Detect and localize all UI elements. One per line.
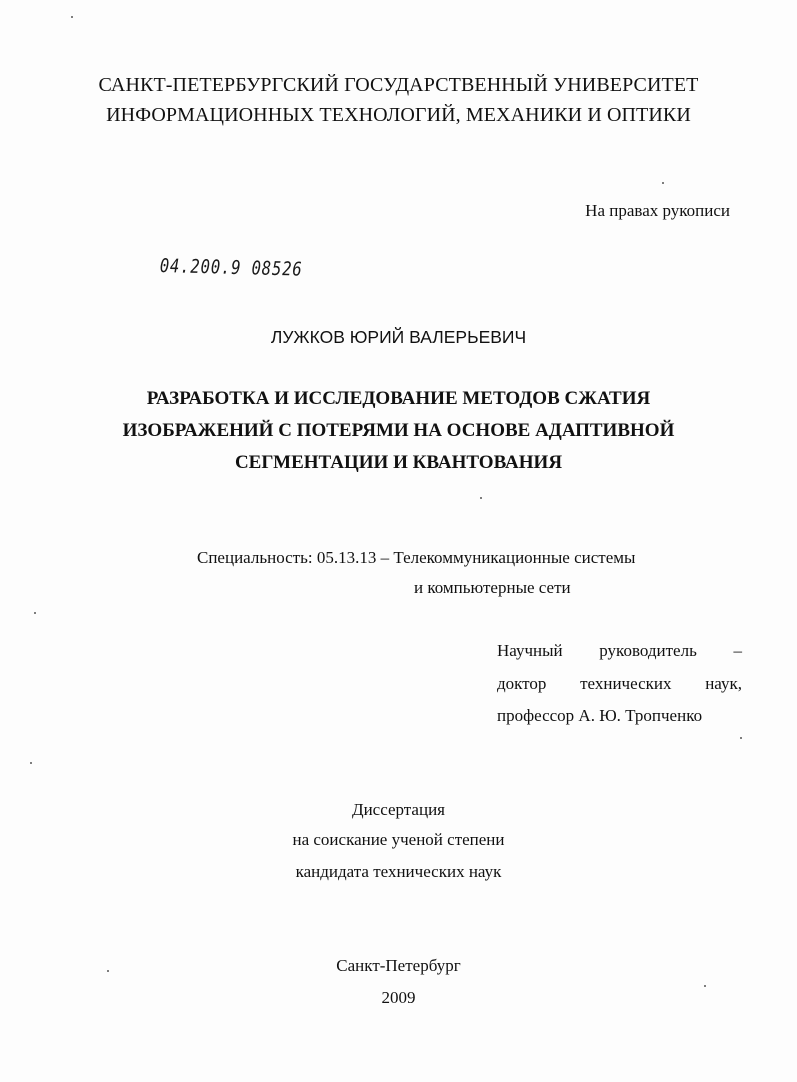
supervisor-line-1: Научный руководитель – <box>497 641 742 660</box>
dissertation-label: Диссертация <box>351 800 445 819</box>
university-name-line-1: САНКТ-ПЕТЕРБУРГСКИЙ ГОСУДАРСТВЕННЫЙ УНИВЕРСИТЕТ <box>98 74 699 96</box>
scan-speck <box>107 970 109 972</box>
scan-speck <box>480 497 482 499</box>
scan-speck <box>740 737 742 739</box>
degree-line-2: кандидата технических наук <box>295 862 502 881</box>
rights-note: На правах рукописи <box>585 201 730 220</box>
thesis-title-line-2: ИЗОБРАЖЕНИЙ С ПОТЕРЯМИ НА ОСНОВЕ АДАПТИВНОЙ <box>122 420 675 441</box>
author-name: ЛУЖКОВ ЮРИЙ ВАЛЕРЬЕВИЧ <box>270 327 527 347</box>
supervisor-line-2: доктор технических наук, <box>497 674 742 693</box>
specialty-line-1: Специальность: 05.13.13 – Телекоммуникационные системы <box>197 548 636 567</box>
scan-speck <box>34 612 36 614</box>
archive-stamp-number: 04.200.9 08526 <box>159 255 303 281</box>
university-name-line-2: ИНФОРМАЦИОННЫХ ТЕХНОЛОГИЙ, МЕХАНИКИ И ОПТИКИ <box>106 104 691 126</box>
scan-speck <box>662 182 664 184</box>
scan-speck <box>704 985 706 987</box>
city: Санкт-Петербург <box>336 956 461 975</box>
thesis-title-line-3: СЕГМЕНТАЦИИ И КВАНТОВАНИЯ <box>234 452 563 473</box>
scan-speck <box>30 762 32 764</box>
supervisor-line-3: профессор А. Ю. Тропченко <box>497 706 703 725</box>
scan-speck <box>71 16 73 18</box>
degree-line-1: на соискание ученой степени <box>292 830 505 849</box>
thesis-title-line-1: РАЗРАБОТКА И ИССЛЕДОВАНИЕ МЕТОДОВ СЖАТИЯ <box>146 388 651 409</box>
specialty-line-2: и компьютерные сети <box>414 578 571 597</box>
year: 2009 <box>381 988 416 1007</box>
